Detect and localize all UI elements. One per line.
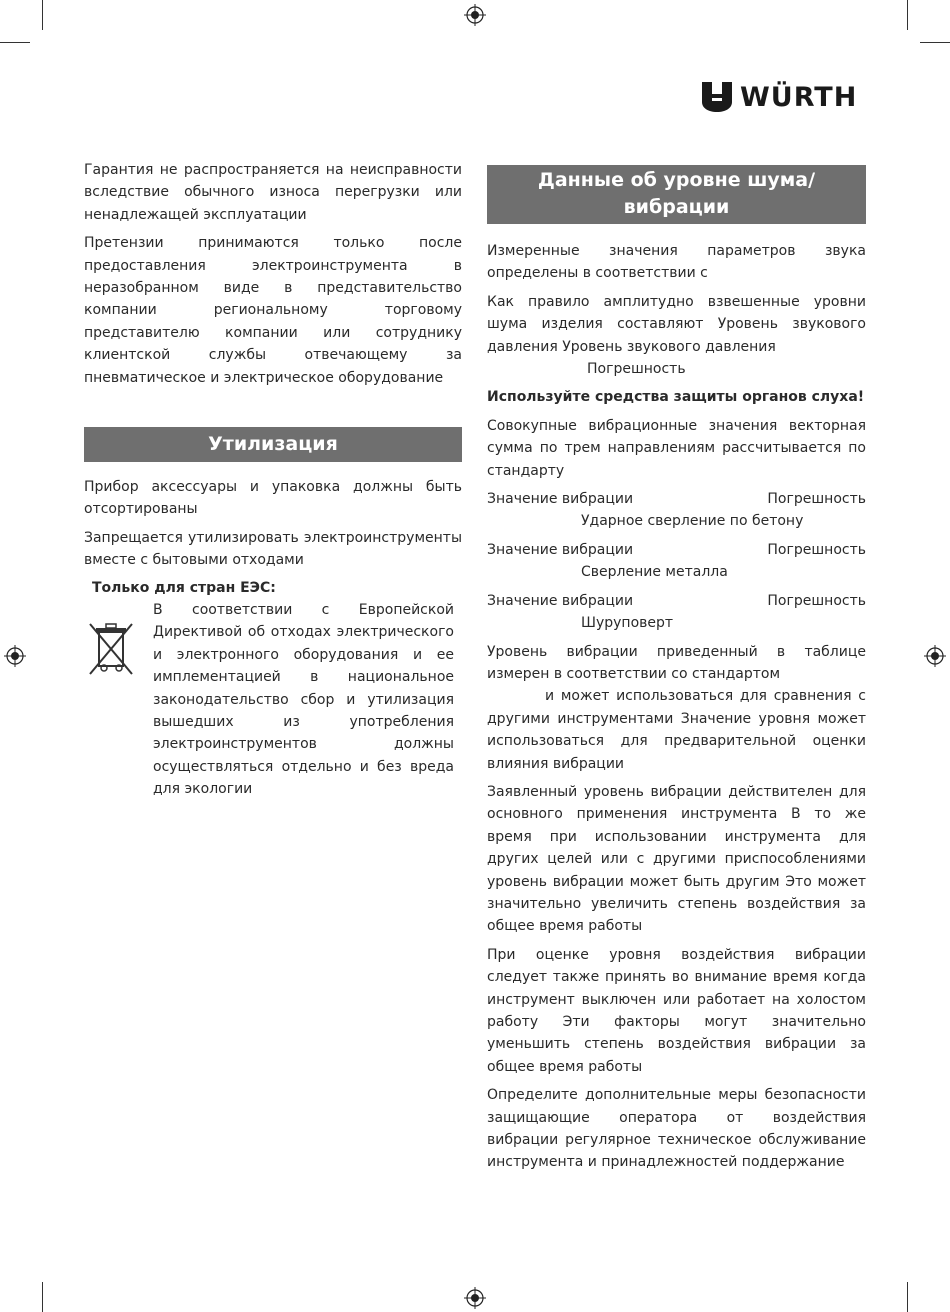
hearing-protection-warning: Используйте средства защиты органов слуха! [487, 389, 865, 406]
left-column [84, 159, 462, 395]
registration-mark-icon [4, 645, 26, 667]
vibration-row [487, 539, 866, 584]
eu-directive-paragraph: В соответствии с Европейской Директивой об отходах электрического и электронного оборудования и ее имплементацией в национальное законодательство сбор и утилизация вышедших из употребления электроинструментов должны осуществляться отдельно и без вреда для экологии [153, 602, 454, 798]
noise-vibration-heading [487, 165, 866, 224]
sorting-paragraph: Прибор аксессуары и упаковка должны быть отсортированы [84, 479, 462, 518]
vibration-mode-label: Сверление металла [581, 564, 728, 581]
crop-mark-top-right [907, 0, 908, 30]
vibration-standard-paragraph: Уровень вибрации приведенный в таблице измерен в соответствии со стандартом [487, 643, 866, 682]
vibration-tolerance-label: Погрешность [767, 592, 866, 609]
sound-measurement-paragraph: Измеренные значения параметров звука определены в соответствии с [487, 243, 866, 282]
vibration-comparison-paragraph: и может использоваться для сравнения с другими инструментами Значение уровня может использоваться для предварительной оценки влияния вибрации [487, 688, 866, 772]
utilization-heading: Утилизация [84, 427, 462, 462]
eu-directive-text [153, 599, 454, 807]
right-column [487, 240, 866, 1180]
declared-vibration-paragraph: Заявленный уровень вибрации действителен для основного применения инструмента В то же время при использовании инструмента для других целей или с другими приспособлениями уровень вибрации может быть другим Это может значительно увеличить степень воздействия за общее время работы [487, 783, 866, 935]
vibration-row [487, 488, 866, 533]
warranty-paragraph: Гарантия не распространяется на неисправности вследствие обычного износа перегрузки или ненадлежащей эксплуатации [84, 162, 462, 223]
vibration-value-label: Значение вибрации [487, 541, 634, 558]
noise-heading-line1: Данные об уровне шума/ [537, 169, 816, 191]
vibration-mode-label: Шуруповерт [581, 615, 674, 632]
logo-text: WÜRTH [740, 81, 858, 113]
noise-heading-line2: вибрации [623, 196, 730, 218]
vibration-mode-label: Ударное сверление по бетону [581, 513, 804, 530]
vibration-tolerance-label: Погрешность [767, 541, 866, 558]
registration-mark-icon [464, 4, 486, 26]
utilization-text [84, 476, 462, 578]
household-waste-paragraph: Запрещается утилизировать электроинструменты вместе с бытовыми отходами [84, 529, 462, 569]
crop-mark-top-left-h [0, 42, 30, 43]
vibration-tolerance-label: Погрешность [767, 491, 866, 508]
exposure-evaluation-paragraph: При оценке уровня воздействия вибрации следует также принять во внимание время когда инструмент выключен или работает на холостом работу Эти факторы могут значительно уменьшить степень воздействия вибрации за общее время работы [487, 946, 866, 1075]
vibration-value-label: Значение вибрации [487, 491, 634, 508]
crop-mark-top-right-h [920, 42, 950, 43]
wurth-logo-icon [700, 80, 734, 114]
claims-paragraph: Претензии принимаются только после предоставления электроинструмента в неразобранном виде в представительство компании региональному торговому представителю компании или сотруднику клиентской службы отвечающему за пневматическое и электрическое оборудование [84, 235, 462, 386]
wurth-logo [700, 80, 857, 114]
registration-mark-icon [924, 645, 946, 667]
vibration-value-label: Значение вибрации [487, 592, 634, 609]
crop-mark-top-left [42, 0, 43, 30]
registration-mark-icon [464, 1287, 486, 1309]
safety-measures-paragraph: Определите дополнительные меры безопасности защищающие оператора от воздействия вибрации регулярное техническое обслуживание инструмента и принадлежностей поддержание [487, 1087, 866, 1171]
crop-mark-bottom-right [907, 1282, 908, 1312]
crop-mark-bottom-left [42, 1282, 43, 1312]
eu-only-heading: Только для стран ЕЭС: [92, 580, 276, 596]
vibration-total-paragraph: Совокупные вибрационные значения векторная сумма по трем направлениям рассчитывается по стандарту [487, 417, 866, 479]
noise-levels-paragraph: Как правило амплитудно взвешенные уровни шума изделия составляют Уровень звукового давления Уровень звукового давления [487, 293, 866, 355]
crossed-bin-icon [86, 618, 136, 678]
vibration-row [487, 590, 866, 635]
noise-tolerance-label: Погрешность [587, 361, 686, 378]
